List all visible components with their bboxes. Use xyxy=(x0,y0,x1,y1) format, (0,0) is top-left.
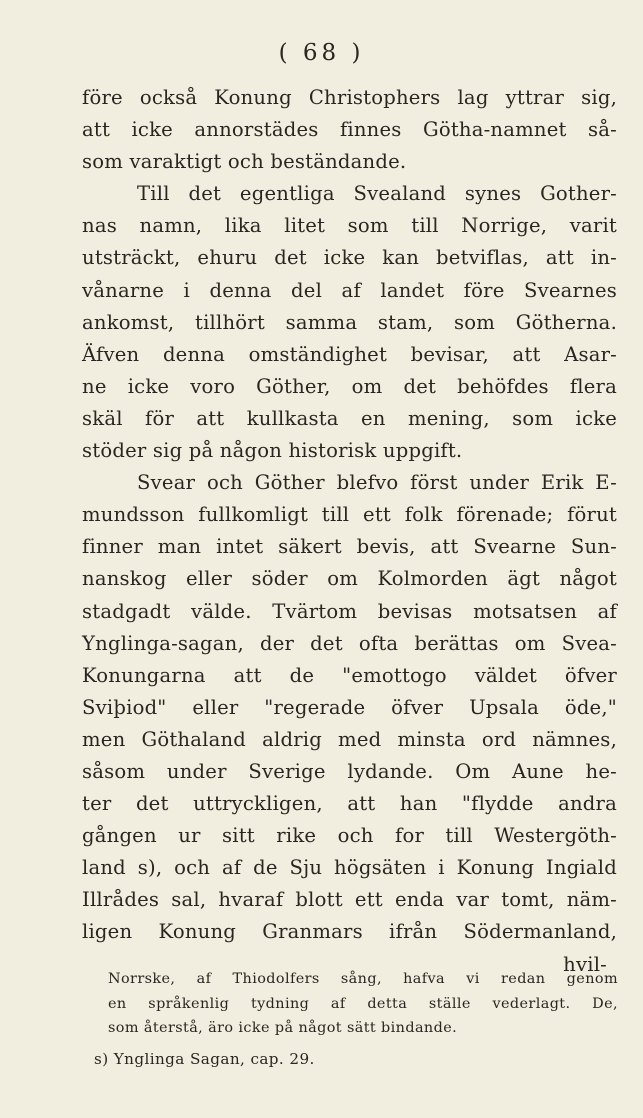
text-line-24: gången ur sitt rike och for till Westergöth- xyxy=(82,824,617,848)
body-text xyxy=(82,82,617,981)
text-line-15: finner man intet säkert bevis, att Svearne Sun- xyxy=(82,535,617,559)
text-line-25: land s), och af de Sju högsäten i Konung Ingiald xyxy=(82,856,617,880)
text-line-27: ligen Konung Granmars ifrån Södermanland, xyxy=(82,920,617,944)
footnote-line-3: som återstå, äro icke på något sätt bindande. xyxy=(108,1020,458,1037)
text-line-8: ankomst, tillhört samma stam, som Götherna. xyxy=(82,310,617,334)
text-line-23: ter det uttryckligen, att han "flydde andra xyxy=(82,792,617,816)
text-line-7: vånarne i denna del af landet före Svearnes xyxy=(82,278,617,302)
text-line-18: Ynglinga-sagan, der det ofta berättas om Svea- xyxy=(82,631,617,655)
catchword: hvil- xyxy=(563,952,607,976)
text-line-20: Sviþiod" eller "regerade öfver Upsala öde," xyxy=(82,695,617,719)
text-line-3: som varaktigt och beständande. xyxy=(82,150,407,174)
page-number: ( 68 ) xyxy=(278,40,365,66)
text-line-13: Svear och Göther blefvo först under Erik E- xyxy=(137,471,617,495)
text-line-10: ne icke voro Göther, om det behöfdes flera xyxy=(82,374,617,398)
text-line-12: stöder sig på någon historisk uppgift. xyxy=(82,439,463,463)
text-line-14: mundsson fullkomligt till ett folk förenade; förut xyxy=(82,503,617,527)
footnote-line-2: en språkenlig tydning af detta ställe vederlagt. De, xyxy=(108,995,618,1012)
text-line-9: Äfven denna omständighet bevisar, att Asar- xyxy=(82,342,617,366)
footnote-line-1: Norrske, af Thiodolfers sång, hafva vi redan genom xyxy=(108,971,618,987)
text-line-16: nanskog eller söder om Kolmorden ägt något xyxy=(82,567,617,591)
text-line-2: att icke annorstädes finnes Götha-namnet så- xyxy=(82,118,617,142)
text-line-17: stadgadt välde. Tvärtom bevisas motsatsen af xyxy=(82,599,617,623)
text-line-21: men Göthaland aldrig med minsta ord nämnes, xyxy=(82,727,617,751)
text-line-6: utsträckt, ehuru det icke kan betviflas, att in- xyxy=(82,246,617,270)
text-line-11: skäl för att kullkasta en mening, som icke xyxy=(82,406,617,430)
text-line-22: såsom under Sverige lydande. Om Aune he- xyxy=(82,759,617,783)
text-line-19: Konungarna att de "emottogo väldet öfver xyxy=(82,663,617,687)
text-line-4: Till det egentliga Svealand synes Gother- xyxy=(137,182,617,206)
footnotes xyxy=(94,967,618,1071)
footnote-s: s) Ynglinga Sagan, cap. 29. xyxy=(94,1049,315,1068)
text-line-5: nas namn, lika litet som till Norrige, varit xyxy=(82,214,617,238)
text-line-1: före också Konung Christophers lag yttrar sig, xyxy=(82,86,617,109)
text-line-26: Illrådes sal, hvaraf blott ett enda var tomt, näm- xyxy=(82,888,617,912)
